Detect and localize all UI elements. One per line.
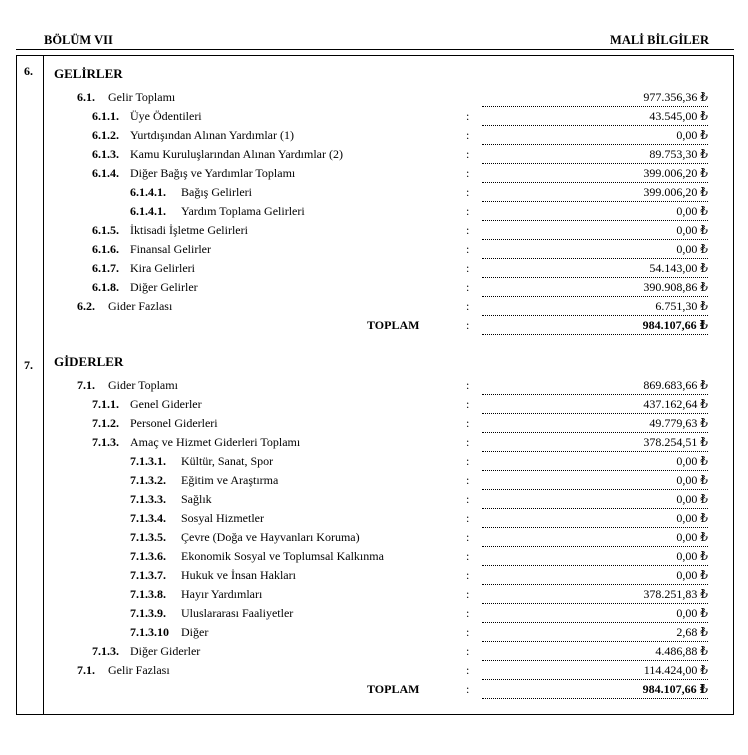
- row-value: 977.356,36 ₺: [482, 90, 708, 107]
- row-code: 6.1.: [77, 90, 95, 104]
- row-value: 49.779,63 ₺: [482, 416, 708, 433]
- colon-separator: :: [466, 682, 470, 696]
- row-code: 7.1.3.: [92, 435, 119, 449]
- row-value: 0,00 ₺: [482, 568, 708, 585]
- table-row: [0, 378, 748, 397]
- colon-separator: :: [466, 280, 470, 294]
- table-row: [0, 435, 748, 454]
- table-row: [0, 530, 748, 549]
- row-code: 7.1.3.1.: [130, 454, 166, 468]
- total-label: TOPLAM: [367, 682, 420, 696]
- row-code: 7.1.3.10: [130, 625, 169, 639]
- table-row: [0, 511, 748, 530]
- table-row: [0, 568, 748, 587]
- colon-separator: :: [466, 625, 470, 639]
- row-label: Amaç ve Hizmet Giderleri Toplamı: [130, 435, 301, 449]
- table-row: [0, 204, 748, 223]
- row-label: Genel Giderler: [130, 397, 202, 411]
- row-value: 0,00 ₺: [482, 223, 708, 240]
- row-label: Diğer: [181, 625, 209, 639]
- colon-separator: :: [466, 204, 470, 218]
- row-code: 7.1.2.: [92, 416, 119, 430]
- colon-separator: :: [466, 568, 470, 582]
- row-label: Ekonomik Sosyal ve Toplumsal Kalkınma: [181, 549, 384, 563]
- row-value: 6.751,30 ₺: [482, 299, 708, 316]
- header-rule: [16, 49, 734, 50]
- row-value: 437.162,64 ₺: [482, 397, 708, 414]
- row-label: Diğer Giderler: [130, 644, 201, 658]
- row-label: Yurtdışından Alınan Yardımlar (1): [130, 128, 294, 142]
- row-code: 6.1.2.: [92, 128, 119, 142]
- row-value: 0,00 ₺: [482, 473, 708, 490]
- row-label: Gider Toplamı: [108, 378, 178, 392]
- table-row: [0, 299, 748, 318]
- table-row: [0, 185, 748, 204]
- row-label: Finansal Gelirler: [130, 242, 211, 256]
- row-code: 7.1.: [77, 663, 95, 677]
- row-label: Kamu Kuruluşlarından Alınan Yardımlar (2): [130, 147, 343, 161]
- row-code: 7.1.1.: [92, 397, 119, 411]
- table-row: [0, 397, 748, 416]
- row-label: Hayır Yardımları: [181, 587, 263, 601]
- row-label: Sosyal Hizmetler: [181, 511, 264, 525]
- colon-separator: :: [466, 242, 470, 256]
- table-row: [0, 90, 748, 109]
- table-row: [0, 473, 748, 492]
- row-value: 0,00 ₺: [482, 549, 708, 566]
- row-label: Eğitim ve Araştırma: [181, 473, 279, 487]
- section-number: 7.: [24, 358, 33, 372]
- colon-separator: :: [466, 492, 470, 506]
- table-row: [0, 416, 748, 435]
- colon-separator: :: [466, 185, 470, 199]
- section-title: GİDERLER: [54, 354, 124, 369]
- row-code: 7.1.3.6.: [130, 549, 166, 563]
- colon-separator: :: [466, 530, 470, 544]
- row-code: 6.1.4.1.: [130, 185, 166, 199]
- row-code: 6.1.5.: [92, 223, 119, 237]
- colon-separator: :: [466, 454, 470, 468]
- row-label: Uluslararası Faaliyetler: [181, 606, 294, 620]
- row-value: 54.143,00 ₺: [482, 261, 708, 278]
- row-label: Yardım Toplama Gelirleri: [181, 204, 305, 218]
- row-value: 2,68 ₺: [482, 625, 708, 642]
- row-code: 7.1.3.5.: [130, 530, 166, 544]
- row-value: 0,00 ₺: [482, 204, 708, 221]
- table-row: [0, 223, 748, 242]
- row-label: İktisadi İşletme Gelirleri: [130, 223, 248, 237]
- row-value: 869.683,66 ₺: [482, 378, 708, 395]
- row-value: 0,00 ₺: [482, 492, 708, 509]
- row-code: 6.1.1.: [92, 109, 119, 123]
- row-value: 390.908,86 ₺: [482, 280, 708, 297]
- table-row: [0, 625, 748, 644]
- row-label: Personel Giderleri: [130, 416, 218, 430]
- colon-separator: :: [466, 549, 470, 563]
- row-label: Kira Gelirleri: [130, 261, 195, 275]
- row-value: 378.251,83 ₺: [482, 587, 708, 604]
- row-code: 6.1.3.: [92, 147, 119, 161]
- colon-separator: :: [466, 378, 470, 392]
- row-code: 7.1.: [77, 378, 95, 392]
- row-value: 0,00 ₺: [482, 454, 708, 471]
- colon-separator: :: [466, 606, 470, 620]
- row-label: Bağış Gelirleri: [181, 185, 252, 199]
- table-row: [0, 606, 748, 625]
- row-value: 399.006,20 ₺: [482, 185, 708, 202]
- table-row: [0, 166, 748, 185]
- row-label: Diğer Gelirler: [130, 280, 198, 294]
- table-row: [0, 454, 748, 473]
- colon-separator: :: [466, 397, 470, 411]
- table-row: [0, 644, 748, 663]
- row-value: 378.254,51 ₺: [482, 435, 708, 452]
- section-heading: MALİ BİLGİLER: [610, 33, 709, 47]
- table-row: [0, 128, 748, 147]
- row-label: Gelir Fazlası: [108, 663, 170, 677]
- section-title: GELİRLER: [54, 66, 123, 81]
- row-code: 6.2.: [77, 299, 95, 313]
- colon-separator: :: [466, 416, 470, 430]
- total-row: [0, 682, 748, 701]
- row-label: Diğer Bağış ve Yardımlar Toplamı: [130, 166, 296, 180]
- colon-separator: :: [466, 511, 470, 525]
- colon-separator: :: [466, 299, 470, 313]
- row-value: 0,00 ₺: [482, 128, 708, 145]
- table-row: [0, 242, 748, 261]
- section-number: 6.: [24, 64, 33, 78]
- colon-separator: :: [466, 473, 470, 487]
- row-value: 0,00 ₺: [482, 530, 708, 547]
- colon-separator: :: [466, 435, 470, 449]
- row-value: 0,00 ₺: [482, 511, 708, 528]
- row-label: Üye Ödentileri: [130, 109, 202, 123]
- chapter-heading: BÖLÜM VII: [44, 33, 113, 47]
- row-code: 6.1.4.1.: [130, 204, 166, 218]
- row-value: 114.424,00 ₺: [482, 663, 708, 680]
- row-code: 7.1.3.3.: [130, 492, 166, 506]
- table-row: [0, 492, 748, 511]
- row-code: 7.1.3.9.: [130, 606, 166, 620]
- row-value: 4.486,88 ₺: [482, 644, 708, 661]
- row-code: 7.1.3.: [92, 644, 119, 658]
- table-row: [0, 261, 748, 280]
- row-code: 6.1.6.: [92, 242, 119, 256]
- colon-separator: :: [466, 663, 470, 677]
- row-value: 399.006,20 ₺: [482, 166, 708, 183]
- colon-separator: :: [466, 644, 470, 658]
- row-code: 7.1.3.7.: [130, 568, 166, 582]
- total-row: [0, 318, 748, 337]
- row-code: 6.1.4.: [92, 166, 119, 180]
- row-value: 0,00 ₺: [482, 606, 708, 623]
- table-row: [0, 663, 748, 682]
- row-code: 7.1.3.4.: [130, 511, 166, 525]
- colon-separator: :: [466, 128, 470, 142]
- row-label: Kültür, Sanat, Spor: [181, 454, 274, 468]
- colon-separator: :: [466, 166, 470, 180]
- row-label: Hukuk ve İnsan Hakları: [181, 568, 296, 582]
- row-value: 89.753,30 ₺: [482, 147, 708, 164]
- table-row: [0, 587, 748, 606]
- row-code: 7.1.3.2.: [130, 473, 166, 487]
- table-row: [0, 280, 748, 299]
- table-row: [0, 549, 748, 568]
- row-label: Gelir Toplamı: [108, 90, 176, 104]
- total-label: TOPLAM: [367, 318, 420, 332]
- row-label: Gider Fazlası: [108, 299, 173, 313]
- colon-separator: :: [466, 109, 470, 123]
- colon-separator: :: [466, 318, 470, 332]
- row-value: 43.545,00 ₺: [482, 109, 708, 126]
- row-label: Çevre (Doğa ve Hayvanları Koruma): [181, 530, 360, 544]
- row-value: 0,00 ₺: [482, 242, 708, 259]
- row-label: Sağlık: [181, 492, 212, 506]
- table-row: [0, 147, 748, 166]
- colon-separator: :: [466, 587, 470, 601]
- table-row: [0, 109, 748, 128]
- total-value: 984.107,66 ₺: [482, 318, 708, 335]
- colon-separator: :: [466, 223, 470, 237]
- row-code: 6.1.8.: [92, 280, 119, 294]
- colon-separator: :: [466, 261, 470, 275]
- colon-separator: :: [466, 147, 470, 161]
- total-value: 984.107,66 ₺: [482, 682, 708, 699]
- row-code: 6.1.7.: [92, 261, 119, 275]
- row-code: 7.1.3.8.: [130, 587, 166, 601]
